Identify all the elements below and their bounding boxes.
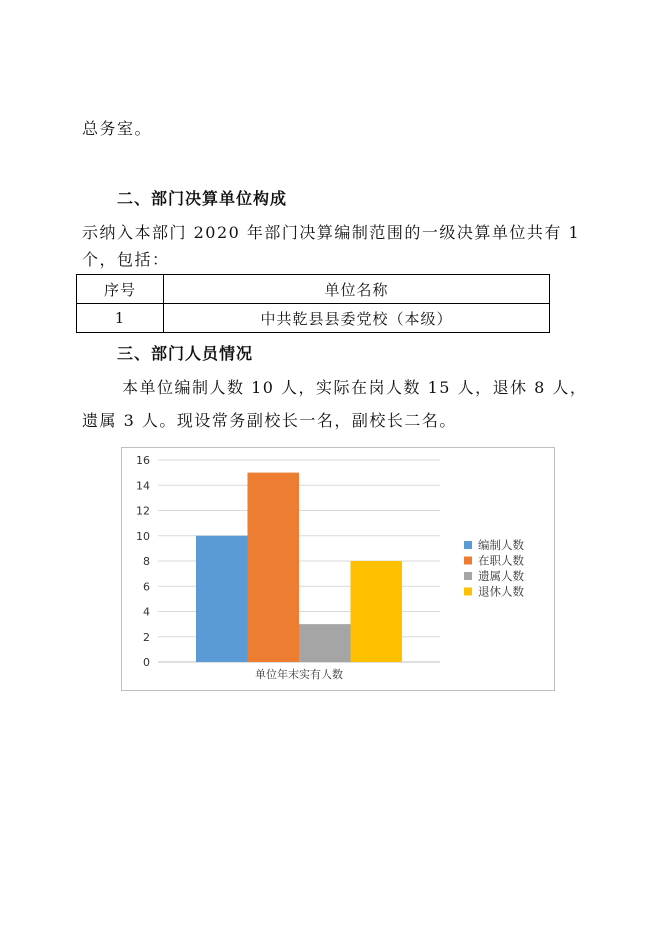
- y-tick-label: 0: [143, 656, 150, 669]
- legend-swatch: [464, 572, 472, 580]
- section3-paragraph-line1: 本单位编制人数 10 人，实际在岗人数 15 人，退休 8 人，: [122, 378, 588, 397]
- table-cell: 1: [77, 304, 164, 333]
- section3-heading: 三、部门人员情况: [117, 344, 254, 363]
- bar-1: [196, 536, 248, 662]
- y-tick-label: 10: [136, 529, 150, 543]
- section2-paragraph-line2: 个，包括：: [82, 250, 170, 269]
- section2-paragraph-line1: 示纳入本部门 2020 年部门决算编制范围的一级决算单位共有 1: [82, 223, 581, 242]
- y-tick-label: 16: [136, 454, 150, 467]
- bar-3: [299, 624, 351, 662]
- y-tick-label: 12: [136, 504, 150, 518]
- x-category-label: 单位年末实有人数: [255, 668, 343, 681]
- text-line-top: 总务室。: [82, 119, 153, 138]
- y-tick-label: 8: [143, 555, 150, 568]
- legend-label: 在职人数: [478, 553, 524, 568]
- y-tick-label: 14: [136, 479, 150, 493]
- staff-chart: [121, 447, 555, 691]
- legend-label: 退休人数: [478, 584, 524, 599]
- y-tick-label: 2: [143, 630, 150, 644]
- table-cell: 中共乾县县委党校（本级）: [164, 304, 550, 333]
- legend-label: 编制人数: [478, 538, 524, 552]
- y-tick-label: 4: [143, 605, 150, 619]
- table-row: [77, 304, 550, 333]
- table-header-row: [77, 275, 550, 304]
- legend-swatch: [464, 541, 472, 549]
- legend-swatch: [464, 557, 472, 565]
- bar-2: [248, 473, 300, 662]
- unit-table: [76, 274, 550, 333]
- table-header-cell: 单位名称: [164, 275, 550, 304]
- legend-swatch: [464, 588, 472, 596]
- bar-4: [351, 561, 403, 662]
- legend-label: 遗属人数: [478, 569, 524, 583]
- y-tick-label: 6: [143, 580, 150, 594]
- chart-svg: [122, 448, 554, 690]
- table-header-cell: 序号: [77, 275, 164, 304]
- section2-heading: 二、部门决算单位构成: [117, 189, 288, 208]
- section3-paragraph-line2: 遗属 3 人。现设常务副校长一名，副校长二名。: [82, 411, 457, 430]
